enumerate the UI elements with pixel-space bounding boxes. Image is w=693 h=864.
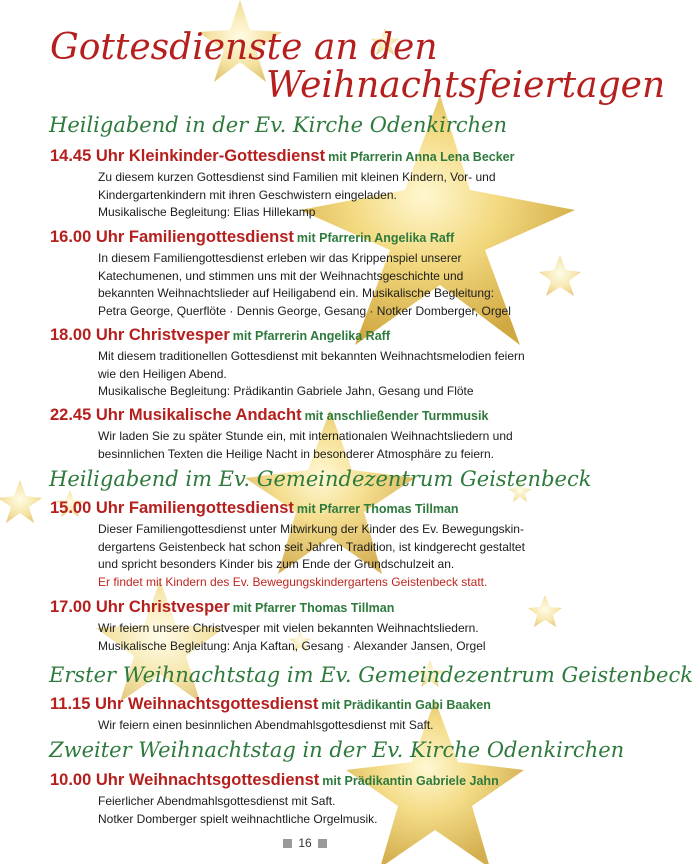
description-line: Dieser Familiengottesdienst unter Mitwirkung der Kinder des Ev. Bewegungskin-: [98, 522, 524, 536]
service-entry: [50, 146, 570, 222]
service-leader: mit Prädikantin Gabriele Jahn: [322, 774, 499, 788]
description-line: Musikalische Begleitung: Anja Kaftan, Gesang · Alexander Jansen, Orgel: [98, 638, 486, 653]
service-leader: mit Pfarrerin Anna Lena Becker: [328, 150, 515, 164]
service-leader: mit Pfarrerin Angelika Raff: [232, 329, 390, 343]
service-leader: mit Pfarrer Thomas Tillman: [296, 502, 459, 516]
service-entry: [50, 498, 570, 591]
service-header: [50, 227, 570, 248]
description-line: Feierlicher Abendmahlsgottesdienst mit Saft.: [98, 794, 336, 808]
service-time-title: 17.00 Uhr Christvesper: [50, 598, 230, 616]
service-entry: [50, 770, 570, 828]
description-line: In diesem Familiengottesdienst erleben wir das Krippenspiel unserer: [98, 251, 462, 265]
service-entry: [50, 597, 570, 655]
description-line: Petra George, Querflöte · Dennis George, Gesang · Notker Domberger, Orgel: [98, 303, 511, 318]
service-leader: mit anschließender Turmmusik: [304, 409, 489, 423]
service-header: [50, 694, 570, 715]
service-entry: [50, 694, 570, 735]
service-entry: [50, 405, 570, 463]
page-number: [0, 836, 610, 850]
service-leader: mit Pfarrer Thomas Tillman: [232, 601, 395, 615]
description-line: Kindergartenkindern mit ihren Geschwistern eingeladen.: [98, 187, 397, 202]
service-description: [98, 793, 570, 828]
description-line: und spricht besonders Kinder bis zum Ende der Grundschulzeit an.: [98, 557, 455, 571]
description-line: Notker Domberger spielt weihnachtliche Orgelmusik.: [98, 811, 378, 826]
service-description: [98, 521, 570, 591]
service-time-title: 14.45 Uhr Kleinkinder-Gottesdienst: [50, 147, 326, 165]
description-line: bekannten Weihnachtslieder auf Heiligabend ein. Musikalische Begleitung:: [98, 286, 495, 300]
service-time-title: 11.15 Uhr Weihnachtsgottesdienst: [50, 695, 319, 713]
description-line: Wir feiern unsere Christvesper mit vielen bekannten Weihnachtsliedern.: [98, 621, 479, 635]
description-line: Zu diesem kurzen Gottesdienst sind Familien mit kleinen Kindern, Vor- und: [98, 170, 496, 184]
page-number-text: 16: [298, 836, 312, 850]
service-entry: [50, 227, 570, 320]
service-leader: mit Pfarrerin Angelika Raff: [296, 231, 455, 245]
service-description: [98, 620, 570, 655]
square-icon: [283, 839, 292, 848]
service-time-title: 18.00 Uhr Christvesper: [50, 326, 230, 344]
page-title-line1: Gottesdienste an den: [50, 27, 438, 68]
section-heading: Heiligabend im Ev. Gemeindezentrum Geistenbeck: [49, 467, 592, 491]
service-header: [50, 597, 570, 618]
description-line: Wir laden Sie zu später Stunde ein, mit internationalen Weihnachtsliedern und: [98, 429, 513, 443]
description-line: besinnlichen Texten die Heilige Nacht in besonderer Atmosphäre zu feiern.: [98, 446, 495, 461]
service-header: [50, 498, 570, 519]
service-leader: mit Prädikantin Gabi Baaken: [321, 698, 491, 712]
page-title-line2: Weihnachtsfeiertagen: [266, 65, 666, 106]
section-heading: Heiligabend in der Ev. Kirche Odenkirchen: [49, 113, 508, 137]
service-description: [98, 169, 570, 222]
service-time-title: 16.00 Uhr Familiengottesdienst: [50, 228, 294, 246]
service-time-title: 15.00 Uhr Familiengottesdienst: [50, 499, 294, 517]
description-line: Musikalische Begleitung: Elias Hillekamp: [98, 205, 316, 219]
service-header: [50, 405, 570, 426]
service-header: [50, 325, 570, 346]
description-note: Er findet mit Kindern des Ev. Bewegungskindergartens Geistenbeck statt.: [98, 574, 488, 589]
description-line: Katechumenen, und stimmen uns mit der Weihnachtsgeschichte und: [98, 268, 464, 283]
square-icon: [318, 839, 327, 848]
service-description: [98, 428, 570, 463]
section-heading: Erster Weihnachtstag im Ev. Gemeindezentrum Geistenbeck: [49, 663, 693, 687]
description-line: dergartens Geistenbeck hat schon seit Jahren Tradition, ist kindgerecht gestaltet: [98, 539, 525, 554]
service-description: [98, 250, 570, 320]
service-header: [50, 770, 570, 791]
description-line: Wir feiern einen besinnlichen Abendmahlsgottesdienst mit Saft.: [98, 718, 434, 732]
description-line: wie den Heiligen Abend.: [98, 366, 227, 381]
description-line: Musikalische Begleitung: Prädikantin Gabriele Jahn, Gesang und Flöte: [98, 384, 474, 398]
service-time-title: 10.00 Uhr Weihnachtsgottesdienst: [50, 771, 320, 789]
service-entry: [50, 325, 570, 401]
service-time-title: 22.45 Uhr Musikalische Andacht: [50, 406, 302, 424]
service-header: [50, 146, 570, 167]
description-line: Mit diesem traditionellen Gottesdienst mit bekannten Weihnachtsmelodien feiern: [98, 349, 525, 363]
section-heading: Zweiter Weihnachtstag in der Ev. Kirche Odenkirchen: [49, 738, 625, 762]
service-description: [98, 348, 570, 401]
service-description: [98, 717, 570, 735]
